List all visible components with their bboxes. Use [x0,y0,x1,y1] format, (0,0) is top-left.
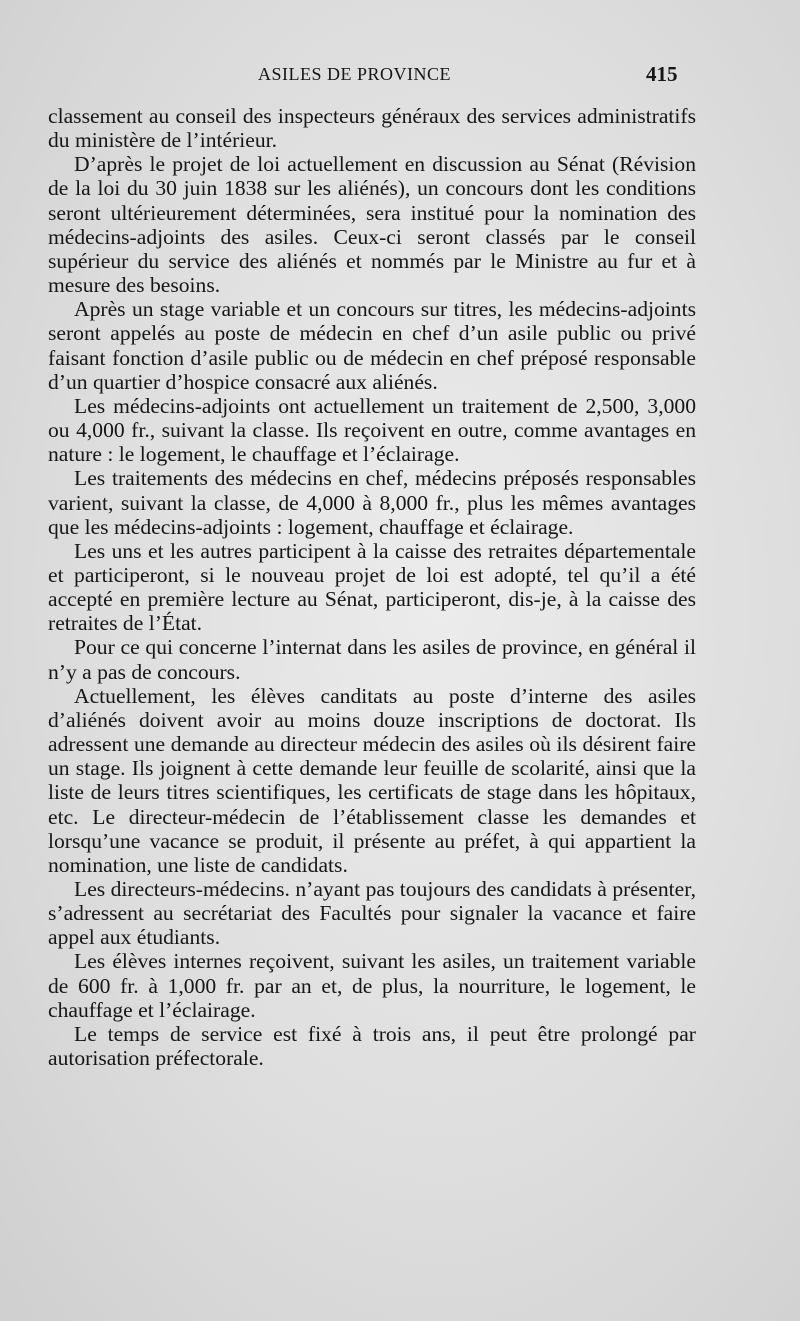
running-title: ASILES DE PROVINCE [258,64,452,84]
page-number: 415 [646,62,678,86]
paragraph: Le temps de service est fixé à trois ans, il peut être prolongé par autorisation préfectorale. [48,1021,696,1071]
running-head [0,62,800,92]
paragraph: Les médecins-adjoints ont actuellement un traitement de 2,500, 3,000 ou 4,000 fr., suivant la classe. Ils reçoivent en outre, comme avantages en nature : le logement, le chauffage et l’éclairage. [48,393,696,467]
paragraph: Après un stage variable et un concours sur titres, les médecins-adjoints seront appelés au poste de médecin en chef d’un asile public ou privé faisant fonction d’asile public ou de médecin en chef préposé responsable d’un quartier d’hospice consacré aux aliénés. [48,297,696,394]
paragraph: Pour ce qui concerne l’internat dans les asiles de province, en général il n’y a pas de concours. [48,635,696,684]
paragraph: Actuellement, les élèves canditats au poste d’interne des asiles d’aliénés doivent avoir au moins douze inscriptions de doctorat. Ils adressent une demande au directeur médecin des asiles où ils désirent faire un stage. Ils joignent à cette demande leur feuille de scolarité, ainsi que la liste de leurs titres scientifiques, les certificats de stage dans les hôpitaux, etc. Le directeur-médecin de l’établissement classe les demandes et lorsqu’une vacance se produit, il présente au préfet, à qui appartient la nomination, une liste de candidats. [48,683,696,877]
paragraph: Les élèves internes reçoivent, suivant les asiles, un traitement variable de 600 fr. à 1,000 fr. par an et, de plus, la nourriture, le logement, le chauffage et l’éclairage. [48,949,696,1022]
paragraph: D’après le projet de loi actuellement en discussion au Sénat (Révision de la loi du 30 juin 1838 sur les aliénés), un concours dont les conditions seront ultérieurement déterminées, sera institué pour la nomination des médecins-adjoints des asiles. Ceux-ci seront classés par le conseil supérieur du service des aliénés et nommés par le Ministre au fur et à mesure des besoins. [48,152,696,298]
body-text [48,104,696,1070]
paragraph: Les uns et les autres participent à la caisse des retraites départementale et participeront, si le nouveau projet de loi est adopté, tel qu’il a été accepté en première lecture au Sénat, participeront, dis-je, à la caisse des retraites de l’État. [48,538,696,636]
paragraph: classement au conseil des inspecteurs généraux des services administratifs du ministère de l’intérieur. [48,104,696,153]
paragraph: Les traitements des médecins en chef, médecins préposés responsables varient, suivant la classe, de 4,000 à 8,000 fr., plus les mêmes avantages que les médecins-adjoints : logement, chauffage et éclairage. [48,466,696,539]
paragraph: Les directeurs-médecins. n’ayant pas toujours des candidats à présenter, s’adressent au secrétariat des Facultés pour signaler la vacance et faire appel aux étudiants. [48,877,696,950]
